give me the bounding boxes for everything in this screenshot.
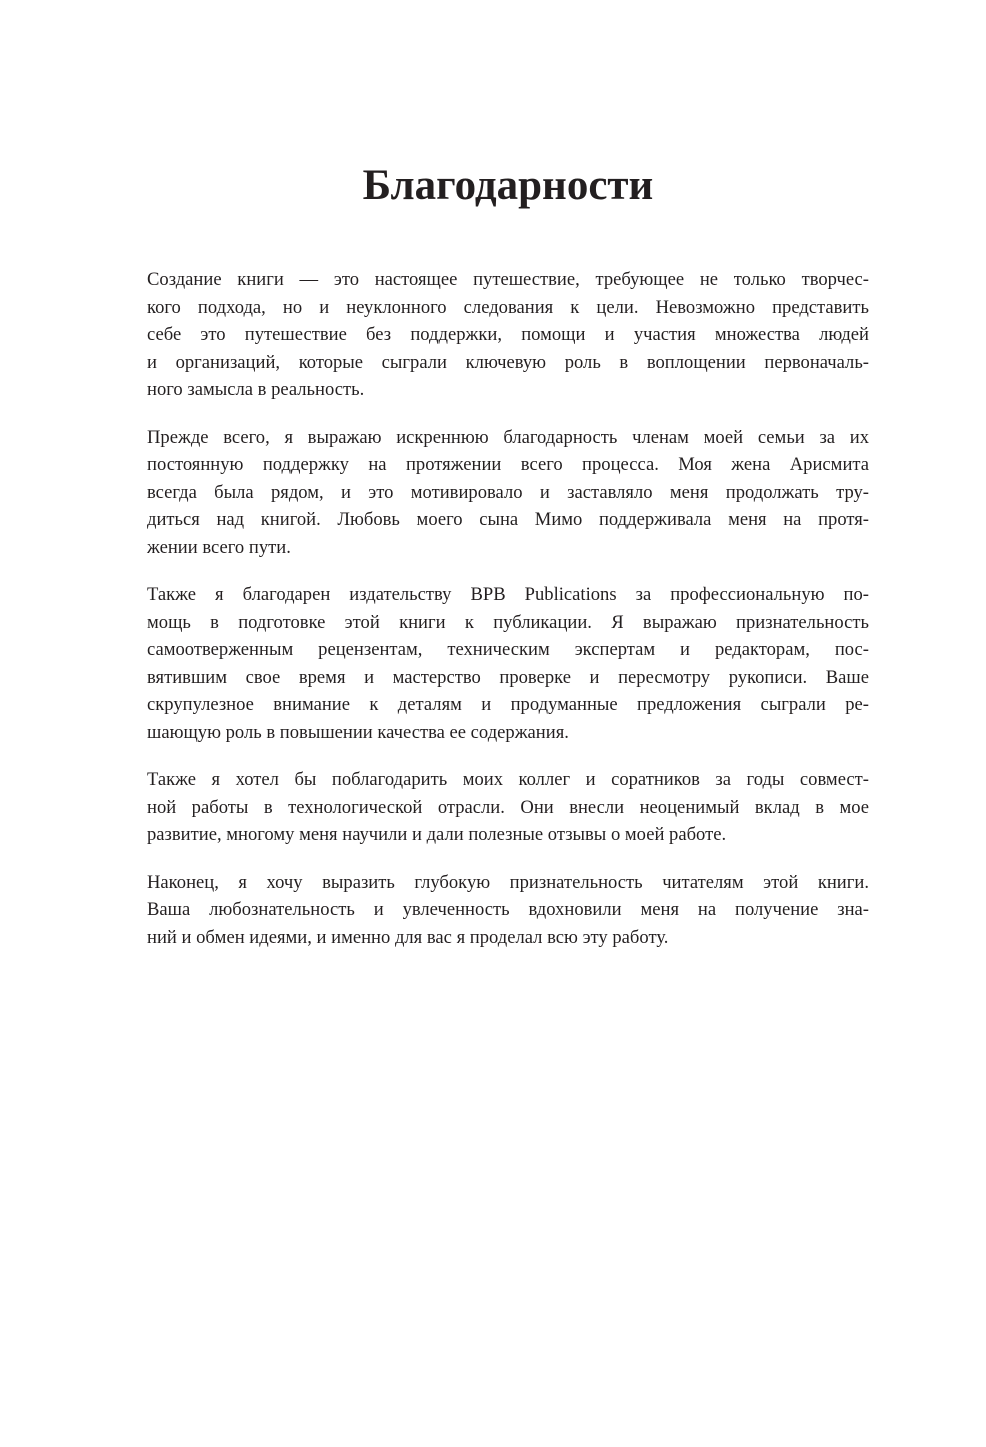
paragraph-3 bbox=[147, 581, 869, 746]
page-title: Благодарности bbox=[362, 162, 654, 209]
text-line: и организаций, которые сыграли ключевую роль в воплощении первоначаль- bbox=[147, 351, 869, 373]
text-line: кого подхода, но и неуклонного следования к цели. Невозможно представить bbox=[147, 296, 869, 318]
text-line: самоотверженным рецензентам, техническим экспертам и редакторам, пос- bbox=[147, 639, 869, 660]
paragraph-1 bbox=[147, 266, 869, 404]
text-line: ной работы в технологической отрасли. Они внесли неоценимый вклад в мое bbox=[147, 796, 869, 818]
text-line: Прежде всего, я выражаю искреннюю благодарность членам моей семьи за их bbox=[147, 426, 869, 448]
paragraph-4 bbox=[147, 766, 869, 849]
text-line: скрупулезное внимание к деталям и продуманные предложения сыграли ре- bbox=[147, 694, 869, 715]
text-line: Создание книги — это настоящее путешествие, требующее не только творчес- bbox=[147, 269, 869, 290]
text-line: мощь в подготовке этой книги к публикации. Я выражаю признательность bbox=[147, 611, 869, 633]
paragraph-5 bbox=[147, 869, 869, 952]
text-line: Также я хотел бы поблагодарить моих коллег и соратников за годы совмест- bbox=[147, 769, 869, 790]
text-line: Ваша любознательность и увлеченность вдохновили меня на получение зна- bbox=[147, 899, 869, 920]
text-line: Также я благодарен издательству BPB Publications за профессиональную по- bbox=[147, 584, 869, 605]
acknowledgements-body bbox=[147, 266, 869, 971]
text-line: диться над книгой. Любовь моего сына Мимо поддерживала меня на протя- bbox=[147, 509, 869, 530]
text-line: себе это путешествие без поддержки, помощи и участия множества людей bbox=[147, 324, 869, 345]
text-line: жении всего пути. bbox=[147, 536, 291, 558]
text-line: всегда была рядом, и это мотивировало и заставляло меня продолжать тру- bbox=[147, 481, 869, 503]
text-line: вятившим свое время и мастерство проверке и пересмотру рукописи. Ваше bbox=[147, 666, 869, 688]
paragraph-2 bbox=[147, 424, 869, 562]
text-line: постоянную поддержку на протяжении всего процесса. Моя жена Арисмита bbox=[147, 454, 869, 475]
text-line: развитие, многому меня научили и дали полезные отзывы о моей работе. bbox=[147, 824, 727, 845]
text-line: шающую роль в повышении качества ее содержания. bbox=[147, 721, 569, 743]
text-line: ний и обмен идеями, и именно для вас я проделал всю эту работу. bbox=[147, 926, 669, 948]
text-line: Наконец, я хочу выразить глубокую признательность читателям этой книги. bbox=[147, 871, 869, 893]
text-line: ного замысла в реальность. bbox=[147, 379, 365, 400]
